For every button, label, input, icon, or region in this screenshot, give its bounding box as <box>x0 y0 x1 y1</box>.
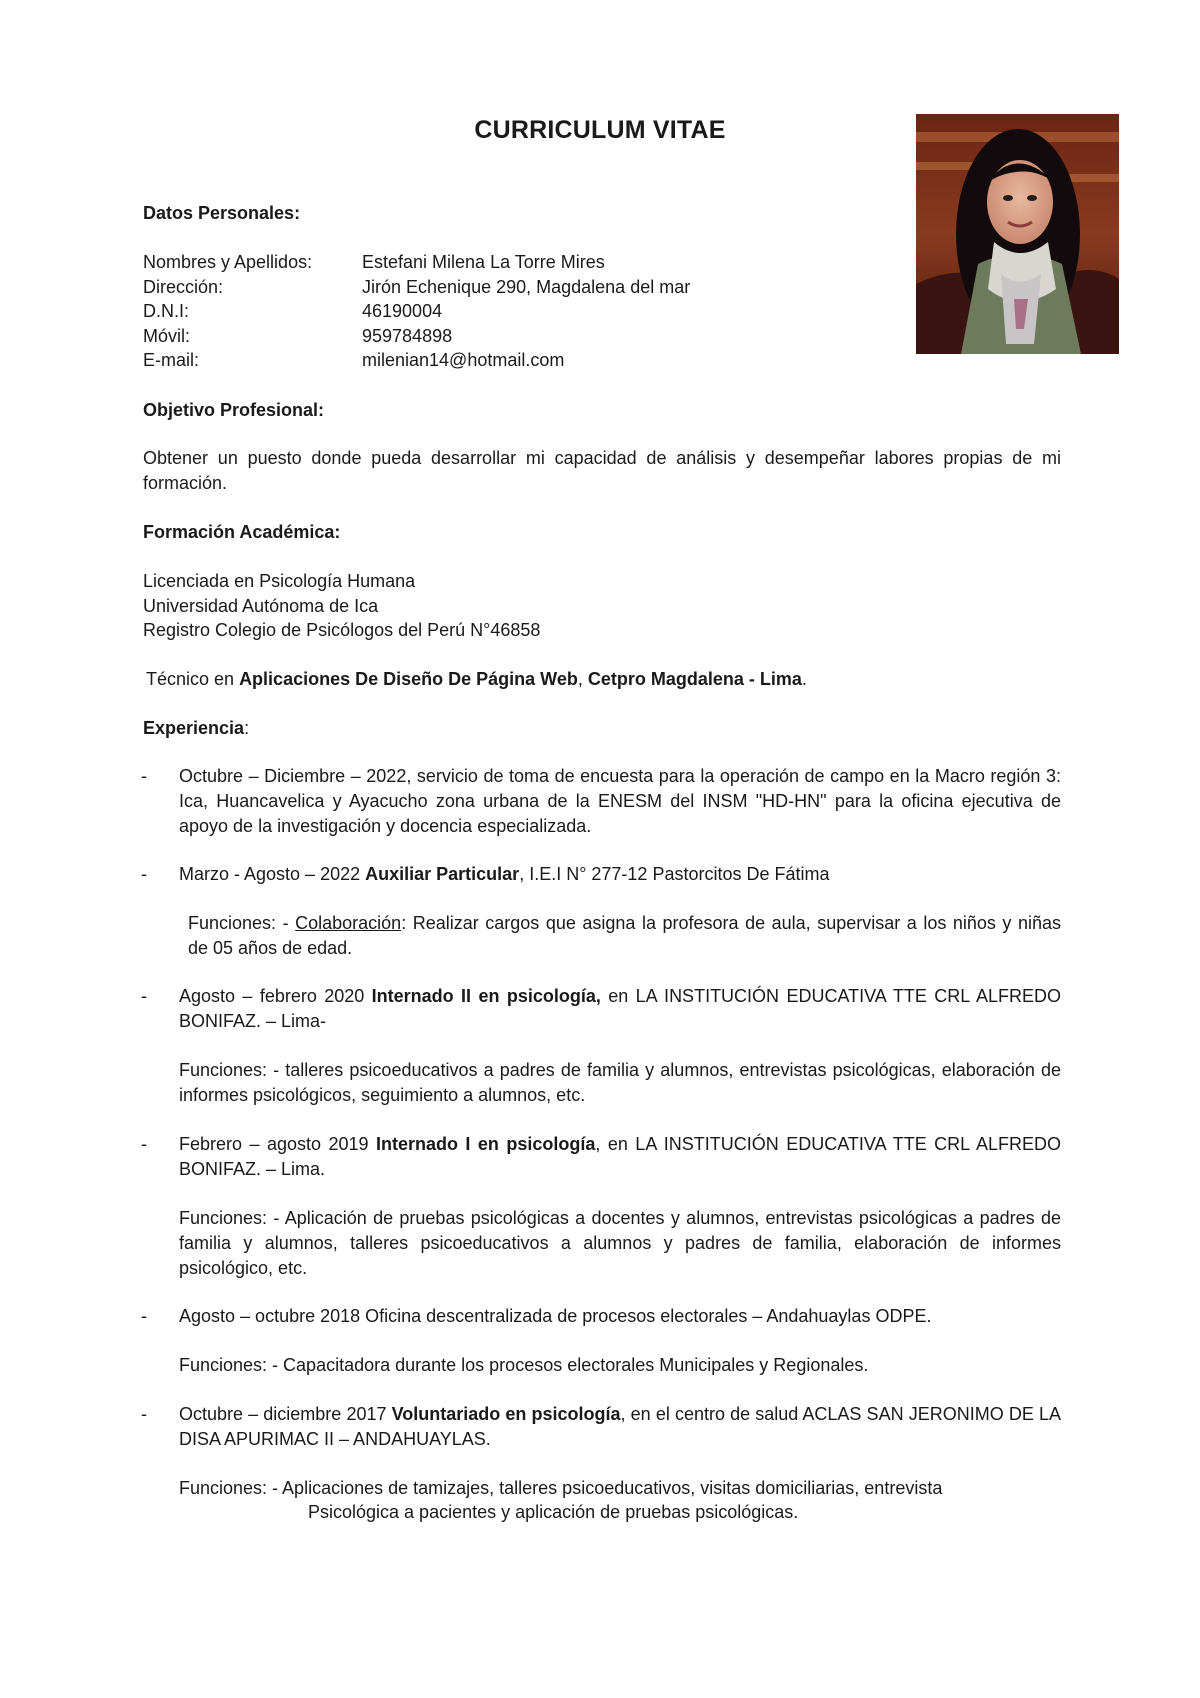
technical-sep: , <box>577 669 588 689</box>
item4-place: , en LA INSTITUCIÓN EDUCATIVA TTE CRL ALFREDO BONIFAZ. – Lima. <box>179 1134 1062 1179</box>
item3-place: en LA INSTITUCIÓN EDUCATIVA TTE CRL ALFREDO BONIFAZ. – Lima- <box>179 986 1061 1031</box>
info-label-dni: D.N.I: <box>143 301 190 321</box>
list-dash: - <box>141 864 147 884</box>
list-dash: - <box>141 1306 147 1326</box>
item4-role: Internado I en psicología <box>375 1134 596 1154</box>
experience-heading <box>143 716 249 741</box>
experience-item-4 <box>179 1132 1061 1182</box>
item2-functions <box>188 911 1061 961</box>
item4-dates: Febrero – agosto 2019 <box>179 1134 376 1154</box>
item4-functions: Funciones: - Aplicación de pruebas psicológicas a docentes y alumnos, entrevistas psicológicas a padres de familia y alumnos, talleres psicoeducativos a alumnos y padres de familia, elaboración de informes psicológico, etc. <box>179 1208 1061 1278</box>
experience-item-6 <box>179 1402 1061 1452</box>
item6-dates: Octubre – diciembre 2017 <box>179 1404 392 1424</box>
info-value-dni: 46190004 <box>362 301 443 321</box>
info-value-mobile: 959784898 <box>362 326 453 346</box>
list-dash: - <box>141 766 147 786</box>
objective-heading: Objetivo Profesional: <box>143 400 325 420</box>
item2-role: Auxiliar Particular <box>365 864 520 884</box>
technical-degree <box>146 667 807 692</box>
document-title: CURRICULUM VITAE <box>474 116 726 144</box>
info-value-name: Estefani Milena La Torre Mires <box>362 252 605 272</box>
personal-heading: Datos Personales: <box>143 203 301 223</box>
experience-item-5: Agosto – octubre 2018 Oficina descentralizada de procesos electorales – Andahuaylas ODPE. <box>179 1306 932 1326</box>
info-label-name: Nombres y Apellidos: <box>143 252 313 272</box>
list-dash: - <box>141 1404 147 1424</box>
info-label-address: Dirección: <box>143 277 224 297</box>
info-label-email: E-mail: <box>143 350 200 370</box>
item6-role: Voluntariado en psicología <box>391 1404 621 1424</box>
experience-item-1: Octubre – Diciembre – 2022, servicio de toma de encuesta para la operación de campo en la Macro región 3: Ica, Huancavelica y Ayacucho zona urbana de la ENESM del INSM "HD-HN" para la oficina ejecutiva de apoyo de la investigación y docencia especializada. <box>179 766 1061 836</box>
item2-func-text: : Realizar cargos que asigna la profesora de aula, supervisar a los niños y niñas de 05 años de edad. <box>188 913 1061 958</box>
technical-institution: Cetpro Magdalena - Lima <box>587 669 802 689</box>
education-heading: Formación Académica: <box>143 522 341 542</box>
item3-dates: Agosto – febrero 2020 <box>179 986 372 1006</box>
info-value-address: Jirón Echenique 290, Magdalena del mar <box>362 277 691 297</box>
technical-prefix: Técnico en <box>146 669 240 689</box>
item2-func-underlined: Colaboración <box>295 913 402 933</box>
item3-role: Internado II en psicología, <box>371 986 601 1006</box>
education-line: Licenciada en Psicología Humana <box>143 571 416 591</box>
education-line: Universidad Autónoma de Ica <box>143 596 379 616</box>
item2-place: , I.E.I N° 277-12 Pastorcitos De Fátima <box>519 864 830 884</box>
profile-photo <box>916 114 1119 354</box>
experience-heading-text: Experiencia <box>143 718 245 738</box>
item2-dates: Marzo - Agosto – 2022 <box>179 864 366 884</box>
item6-place: , en el centro de salud ACLAS SAN JERONIMO DE LA DISA APURIMAC II – ANDAHUAYLAS. <box>179 1404 1061 1449</box>
technical-course: Aplicaciones De Diseño De Página Web <box>239 669 578 689</box>
education-line: Registro Colegio de Psicólogos del Perú N°46858 <box>143 620 541 640</box>
experience-item-2 <box>179 862 830 887</box>
item3-functions: Funciones: - talleres psicoeducativos a padres de familia y alumnos, entrevistas psicológicas, elaboración de informes psicológicos, seguimiento a alumnos, etc. <box>179 1060 1061 1105</box>
item6-functions-line1: Funciones: - Aplicaciones de tamizajes, talleres psicoeducativos, visitas domiciliarias, entrevista <box>179 1478 943 1498</box>
list-dash: - <box>141 1134 147 1154</box>
experience-item-3 <box>179 984 1061 1034</box>
objective-text: Obtener un puesto donde pueda desarrollar mi capacidad de análisis y desempeñar labores propias de mi formación. <box>143 448 1061 493</box>
info-label-mobile: Móvil: <box>143 326 191 346</box>
experience-heading-colon: : <box>244 718 250 738</box>
list-dash: - <box>141 986 147 1006</box>
info-value-email: milenian14@hotmail.com <box>362 350 565 370</box>
technical-end: . <box>801 669 807 689</box>
item5-functions: Funciones: - Capacitadora durante los procesos electorales Municipales y Regionales. <box>179 1355 869 1375</box>
item6-functions-line2: Psicológica a pacientes y aplicación de pruebas psicológicas. <box>308 1502 799 1522</box>
item2-func-prefix: Funciones: - <box>188 913 296 933</box>
